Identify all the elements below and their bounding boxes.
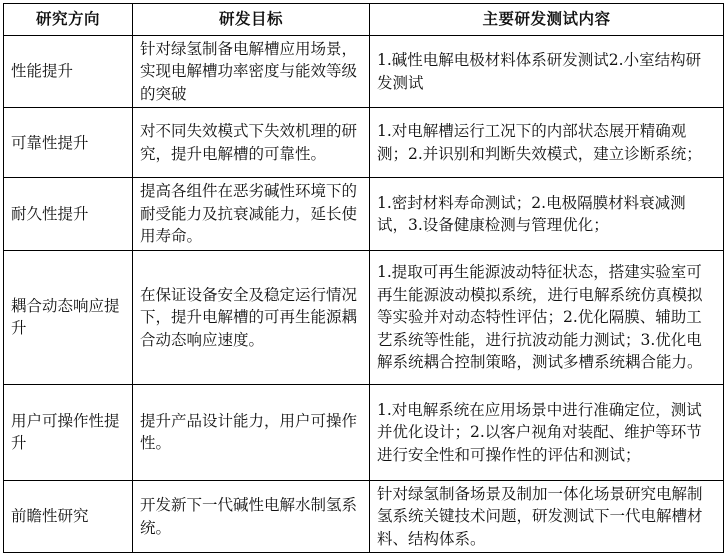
header-content: 主要研发测试内容 [370,4,724,36]
cell-goal: 提高各组件在恶劣碱性环境下的耐受能力及抗衰减能力，延长使用寿命。 [133,178,370,250]
cell-goal: 提升产品设计能力，用户可操作性。 [133,384,370,480]
cell-goal: 针对绿氢制备电解槽应用场景，实现电解槽功率密度与能效等级的突破 [133,36,370,108]
cell-content: 1.密封材料寿命测试；2.电极隔膜材料衰减测试，3.设备健康检测与管理优化； [370,178,724,250]
cell-goal: 开发新下一代碱性电解水制氢系统。 [133,480,370,552]
cell-direction: 可靠性提升 [4,108,133,178]
table-row [4,36,724,108]
cell-direction: 前瞻性研究 [4,480,133,552]
cell-direction: 性能提升 [4,36,133,108]
cell-content: 1.对电解系统在应用场景中进行准确定位，测试并优化设计；2.以客户视角对装配、维护等环节进行安全性和可操作性的评估和测试； [370,384,724,480]
table-row [4,108,724,178]
table-row [4,384,724,480]
cell-content: 针对绿氢制备场景及制加一体化场景研究电解制氢系统关键技术问题，研发测试下一代电解槽材料、结构体系。 [370,480,724,552]
cell-goal: 对不同失效模式下失效机理的研究，提升电解槽的可靠性。 [133,108,370,178]
cell-direction: 耦合动态响应提升 [4,250,133,384]
table-row [4,480,724,552]
header-goal: 研发目标 [133,4,370,36]
table-header-row [4,4,724,36]
cell-direction: 用户可操作性提升 [4,384,133,480]
table-row [4,178,724,250]
cell-content: 1.提取可再生能源波动特征状态，搭建实验室可再生能源波动模拟系统，进行电解系统仿真模拟等实验并对动态特性评估；2.优化隔膜、辅助工艺系统等性能，进行抗波动能力测试；3.优化电解系统耦合控制策略，测试多槽系统耦合能力。 [370,250,724,384]
header-direction: 研究方向 [4,4,133,36]
cell-content: 1.对电解槽运行工况下的内部状态展开精确观测；2.并识别和判断失效模式，建立诊断系统； [370,108,724,178]
cell-content: 1.碱性电解电极材料体系研发测试2.小室结构研发测试 [370,36,724,108]
cell-goal: 在保证设备安全及稳定运行情况下，提升电解槽的可再生能源耦合动态响应速度。 [133,250,370,384]
table-row [4,250,724,384]
rd-table [3,3,724,553]
cell-direction: 耐久性提升 [4,178,133,250]
